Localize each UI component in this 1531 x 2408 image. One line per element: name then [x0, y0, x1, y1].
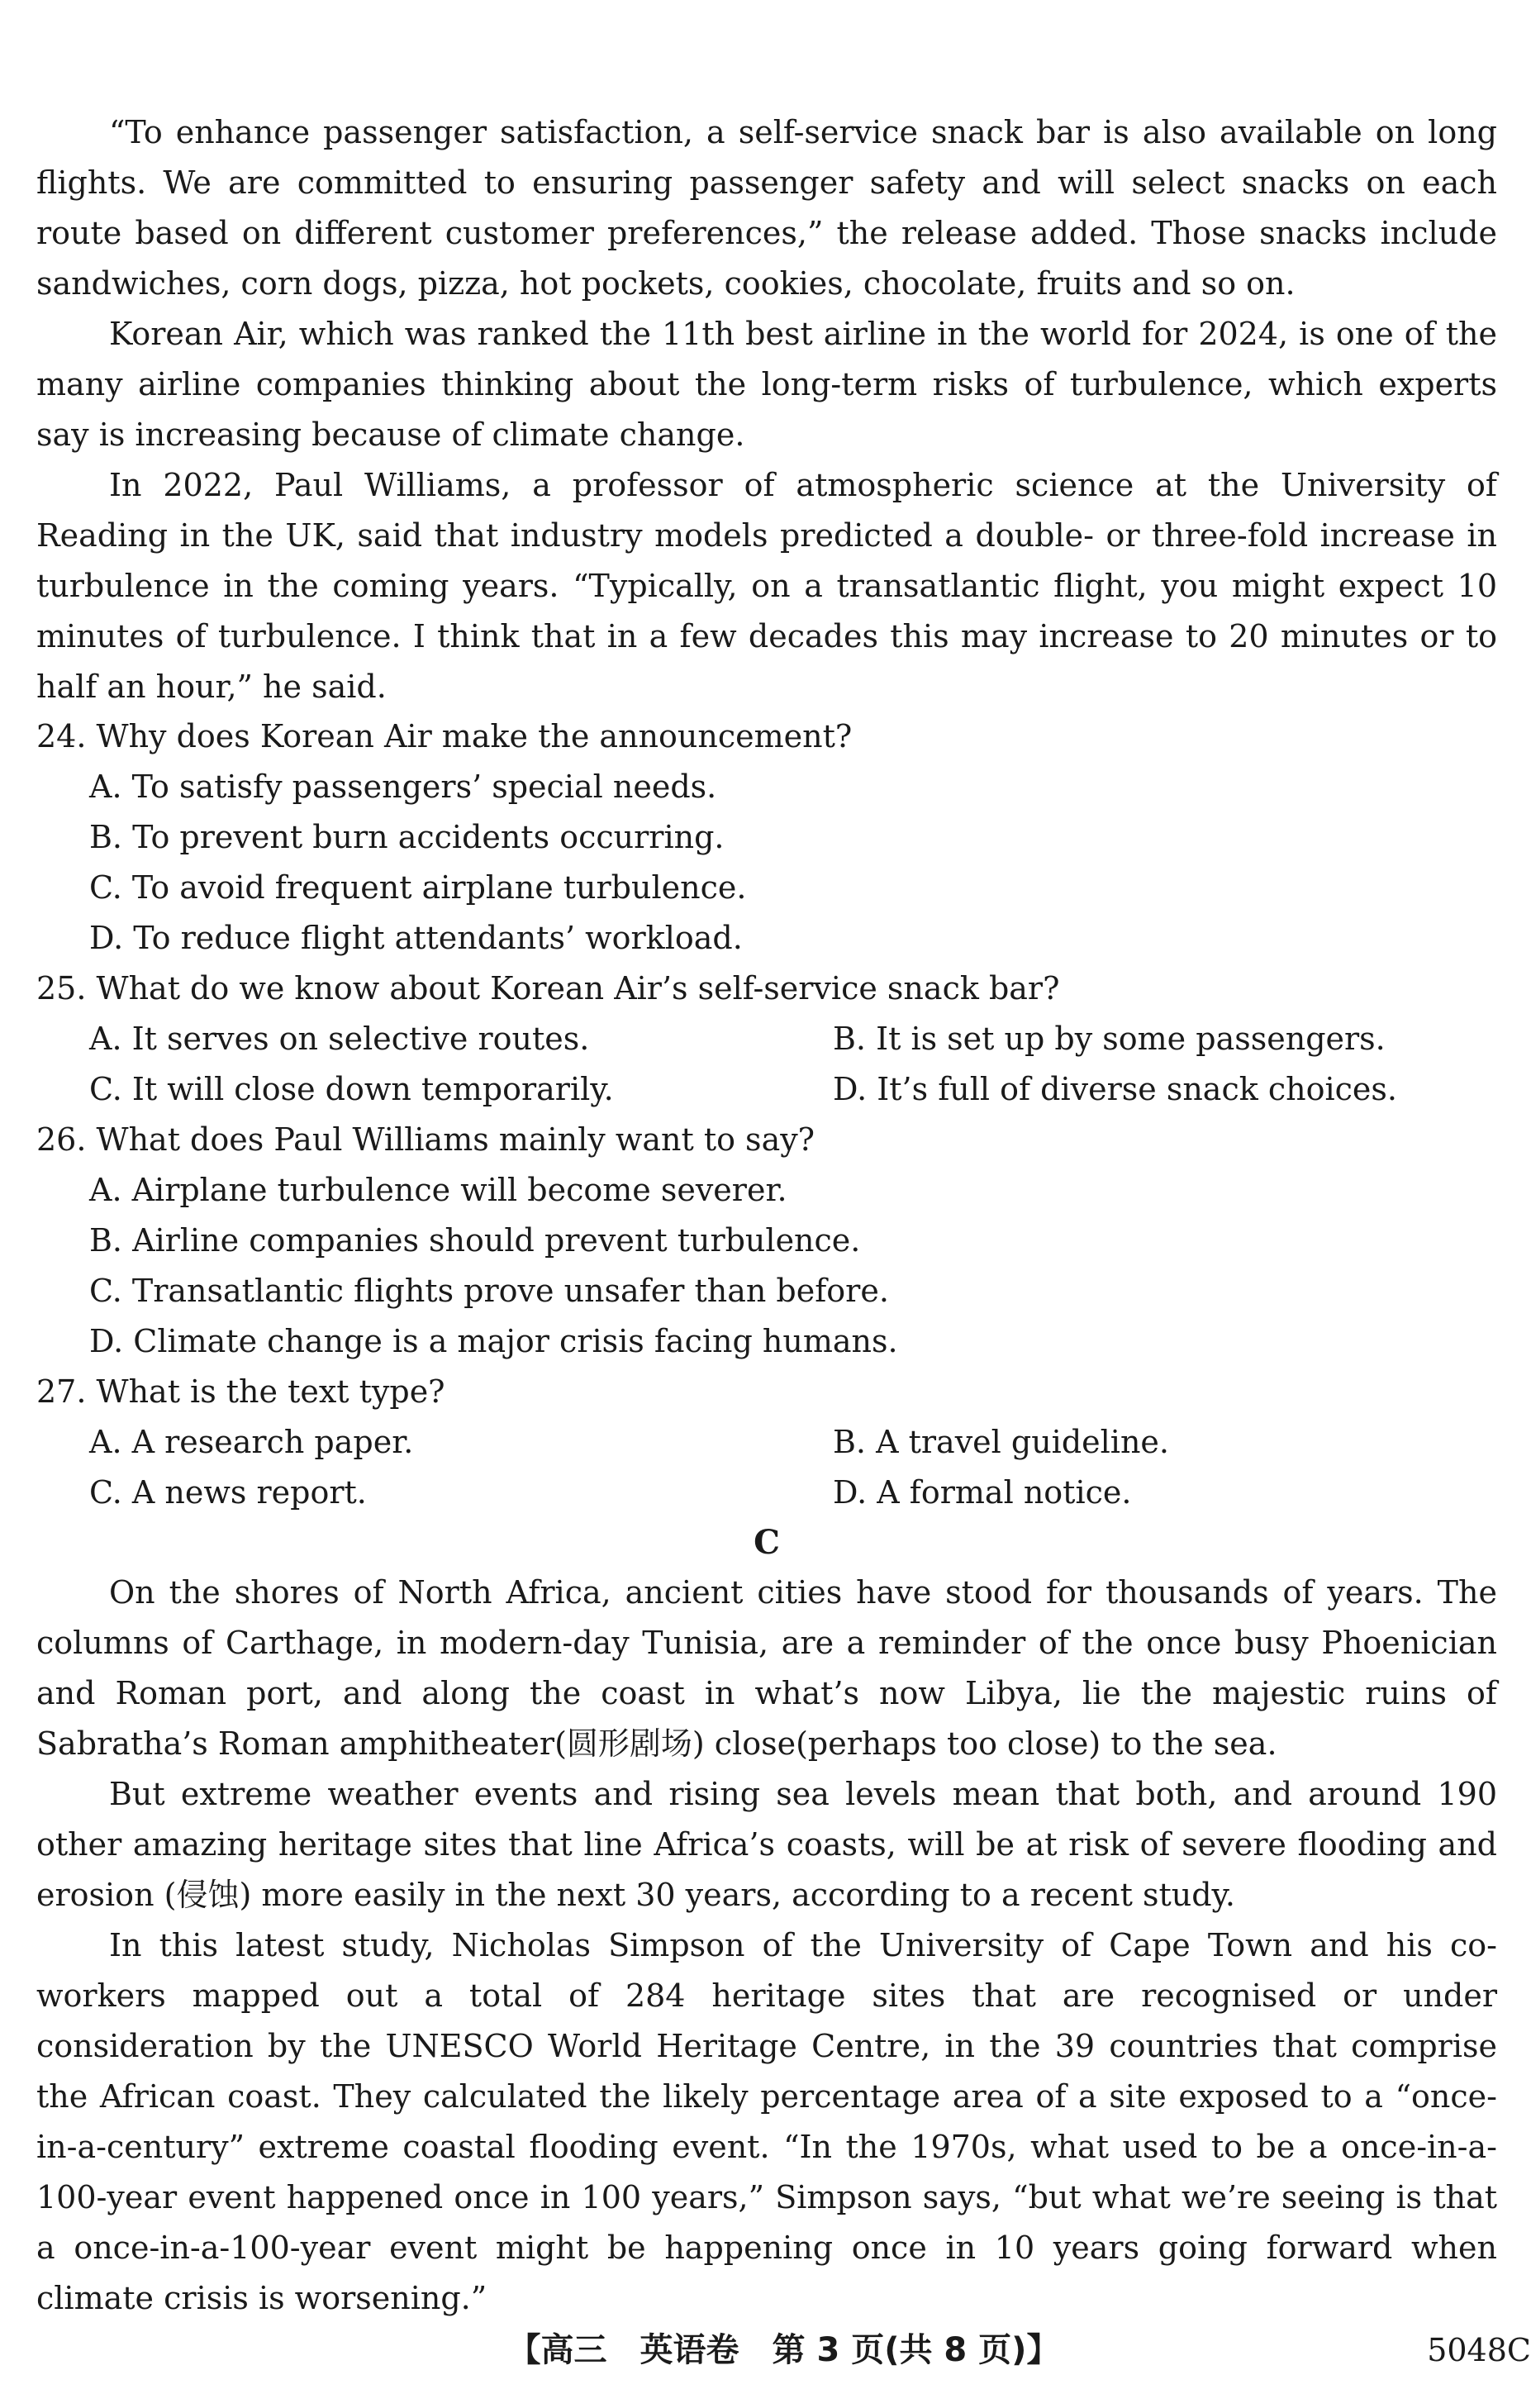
passage-b-paragraph-1: “To enhance passenger satisfaction, a self-service snack bar is also available on long flights. We are committed to ensuring passenger safety and will select snacks on each route based on different customer preferences,” the release added. Those snacks include sandwiches, corn dogs, pizza, hot pockets, cookies, chocolate, fruits and so on. — [36, 114, 1497, 302]
question-24-option-c: C. To avoid frequent airplane turbulence. — [89, 869, 747, 906]
question-26-option-b: B. Airline companies should prevent turbulence. — [89, 1222, 861, 1259]
question-27-option-c: C. A news report. — [89, 1474, 367, 1511]
question-25-stem: 25. What do we know about Korean Air’s self-service snack bar? — [36, 970, 1060, 1007]
section-heading-c: C — [754, 1523, 780, 1562]
question-27-option-d: D. A formal notice. — [833, 1474, 1132, 1511]
passage-b-paragraph-2: Korean Air, which was ranked the 11th best airline in the world for 2024, is one of the many airline companies thinking about the long-term risks of turbulence, which experts say is increasing because of climate change. — [36, 316, 1497, 453]
page-footer — [36, 2325, 1531, 2375]
question-27-option-a: A. A research paper. — [89, 1424, 414, 1460]
question-24-option-a: A. To satisfy passengers’ special needs. — [89, 769, 717, 805]
question-26-option-a: A. Airplane turbulence will become severer. — [89, 1172, 787, 1208]
question-25-option-c: C. It will close down temporarily. — [89, 1071, 614, 1107]
passage-c-paragraph-2: But extreme weather events and rising sea levels mean that both, and around 190 other amazing heritage sites that line Africa’s coasts, will be at risk of severe flooding and erosion (侵蚀) more easily in the next 30 years, according to a recent study. — [36, 1776, 1497, 1913]
question-25-option-d: D. It’s full of diverse snack choices. — [833, 1071, 1397, 1107]
passage-c-paragraph-1: On the shores of North Africa, ancient cities have stood for thousands of years. The columns of Carthage, in modern-day Tunisia, are a reminder of the once busy Phoenician and Roman port, and along the coast in what’s now Libya, lie the majestic ruins of Sabratha’s Roman amphitheater(圆形剧场) close(perhaps too close) to the sea. — [36, 1574, 1497, 1762]
question-26-stem: 26. What does Paul Williams mainly want to say? — [36, 1121, 815, 1158]
question-24-option-d: D. To reduce flight attendants’ workload. — [89, 920, 743, 956]
footer-page-label: 【高三 英语卷 第 3 页(共 8 页)】 — [507, 2331, 1060, 2369]
question-24-stem: 24. Why does Korean Air make the announcement? — [36, 718, 853, 754]
passage-b-paragraph-3: In 2022, Paul Williams, a professor of atmospheric science at the University of Reading in the UK, said that industry models predicted a double- or three-fold increase in turbulence in the coming years. “Typically, on a transatlantic flight, you might expect 10 minutes of turbulence. I think that in a few decades this may increase to 20 minutes or to half an hour,” he said. — [36, 467, 1497, 705]
question-25-option-b: B. It is set up by some passengers. — [833, 1021, 1386, 1057]
question-26-option-d: D. Climate change is a major crisis facing humans. — [89, 1323, 898, 1359]
passage-c-paragraph-3: In this latest study, Nicholas Simpson of the University of Cape Town and his co-workers mapped out a total of 284 heritage sites that are recognised or under consideration by the UNESCO World Heritage Centre, in the 39 countries that comprise the African coast. They calculated the likely percentage area of a site exposed to a “once-in-a-century” extreme coastal flooding event. “In the 1970s, what used to be a once-in-a-100-year event happened once in 100 years,” Simpson says, “but what we’re seeing is that a once-in-a-100-year event might be happening once in 10 years going forward when climate crisis is worsening.” — [36, 1927, 1497, 2316]
question-24-option-b: B. To prevent burn accidents occurring. — [89, 819, 725, 855]
question-25-option-a: A. It serves on selective routes. — [89, 1021, 590, 1057]
question-27-stem: 27. What is the text type? — [36, 1373, 445, 1410]
question-26-option-c: C. Transatlantic flights prove unsafer than before. — [89, 1273, 889, 1309]
question-27-option-b: B. A travel guideline. — [833, 1424, 1169, 1460]
footer-exam-code: 5048C — [1427, 2332, 1531, 2368]
